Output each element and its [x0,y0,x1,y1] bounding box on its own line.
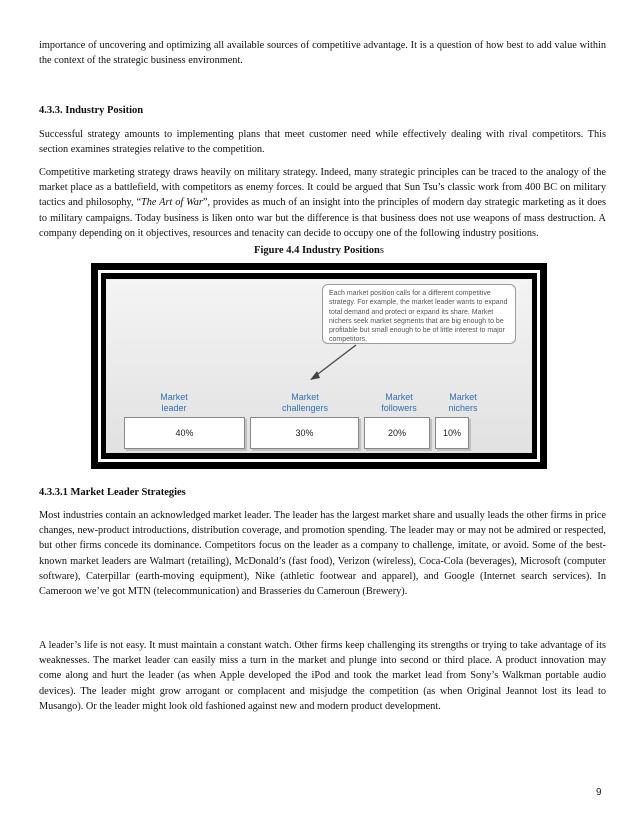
position-label-line1: Market [385,392,413,402]
callout-text: Each market position calls for a different competitive strategy. For example, the market leader wants to expand total demand and protect or expand its share. Market nichers seek market segments that are big enough to be profitable but small enough to be of little interest to major competitors. [329,290,508,344]
position-label-line1: Market [291,392,319,402]
position-label-nichers [431,392,495,413]
share-box-leader: 40% [124,417,245,449]
figure-title-main: Figure 4.4 Industry Position [254,245,380,256]
position-label-line2: challengers [281,402,329,413]
share-box-nichers: 10% [435,417,469,449]
figure-frame [91,263,547,469]
para2-text-after: ”, provides as much of an insight into the principles of modern day strategic marketing as it does to military campaigns. Today business is liken onto war but the difference is that business does not use weapons of mass destruction. A company depending on it objectives, resources and tenacity can decide to occupy one of the following industry positions. [39,197,606,239]
position-label-followers [361,392,437,413]
section-paragraph-1: Successful strategy amounts to implementing plans that meet customer need while effectively dealing with rival competitors. This section examines strategies relative to the competition. [39,129,606,156]
book-title: The Art of War [141,197,203,209]
section-heading: 4.3.3. Industry Position [39,105,144,116]
share-box-followers: 20% [364,417,430,449]
subsection-heading: 4.3.3.1 Market Leader Strategies [39,487,186,498]
para2-text-before: Competitive marketing strategy draws heavily on military strategy. Indeed, many strategic principles can be traced to the analogy of the market place as a battlefield, with competitors as enemy forces. It could be argued that Sun Tsu’s classic work from 400 BC on military tactics and philosophy, “ [39,167,606,209]
position-label-leader [139,392,209,413]
position-label-line2: followers [381,402,417,413]
position-label-line1: Market [160,392,188,402]
figure-title-tail: s [379,245,384,256]
position-label-line2: nichers [448,402,478,413]
figure-frame-inner [98,270,540,462]
position-label-line1: Market [449,392,477,402]
page-number: 9 [596,787,602,798]
intro-paragraph: importance of uncovering and optimizing all available sources of competitive advantage. It is a question of how best to add value within the context of the strategic business environment. [39,40,606,67]
subsection-paragraph-1: Most industries contain an acknowledged market leader. The leader has the largest market share and usually leads the other firms in price changes, new-product introductions, distribution coverage, and promotion spending. The leader may or may not be admired or respected, but other firms concede its dominance. Competitors focus on the leader as a company to challenge, imitate, or avoid. Some of the best-known market leaders are Walmart (retailing), McDonald’s (fast food), Verizon (wireless), Coca-Cola (beverages), Microsoft (computer software), Caterpillar (earth-moving equipment), Nike (athletic footwear and apparel), and Google (Internet search services). In Cameroon we’ve got MTN (telecommunication) and Brasseries du Cameroun (Brewery). [39,510,606,598]
figure-title [0,245,638,256]
position-label-challengers [262,392,348,413]
position-label-line2: leader [161,402,187,413]
figure-frame-border [101,273,537,459]
share-box-challengers: 30% [250,417,359,449]
section-paragraph-2 [39,165,606,241]
figure-panel [106,279,532,453]
subsection-paragraph-2: A leader’s life is not easy. It must maintain a constant watch. Other firms keep challenging its strengths or trying to take advantage of its weaknesses. The market leader can easily miss a turn in the market and plunge into second or third place. A product innovation may come along and hurt the leader (as when Apple developed the iPod and took the market lead from Sony’s Walkman portable audio devices). The leader might grow arrogant or complacent and misjudge the competition (as when Original Jeannot lost its lead to Musango). Or the leader might look old fashioned against new and modern product development. [39,640,606,712]
